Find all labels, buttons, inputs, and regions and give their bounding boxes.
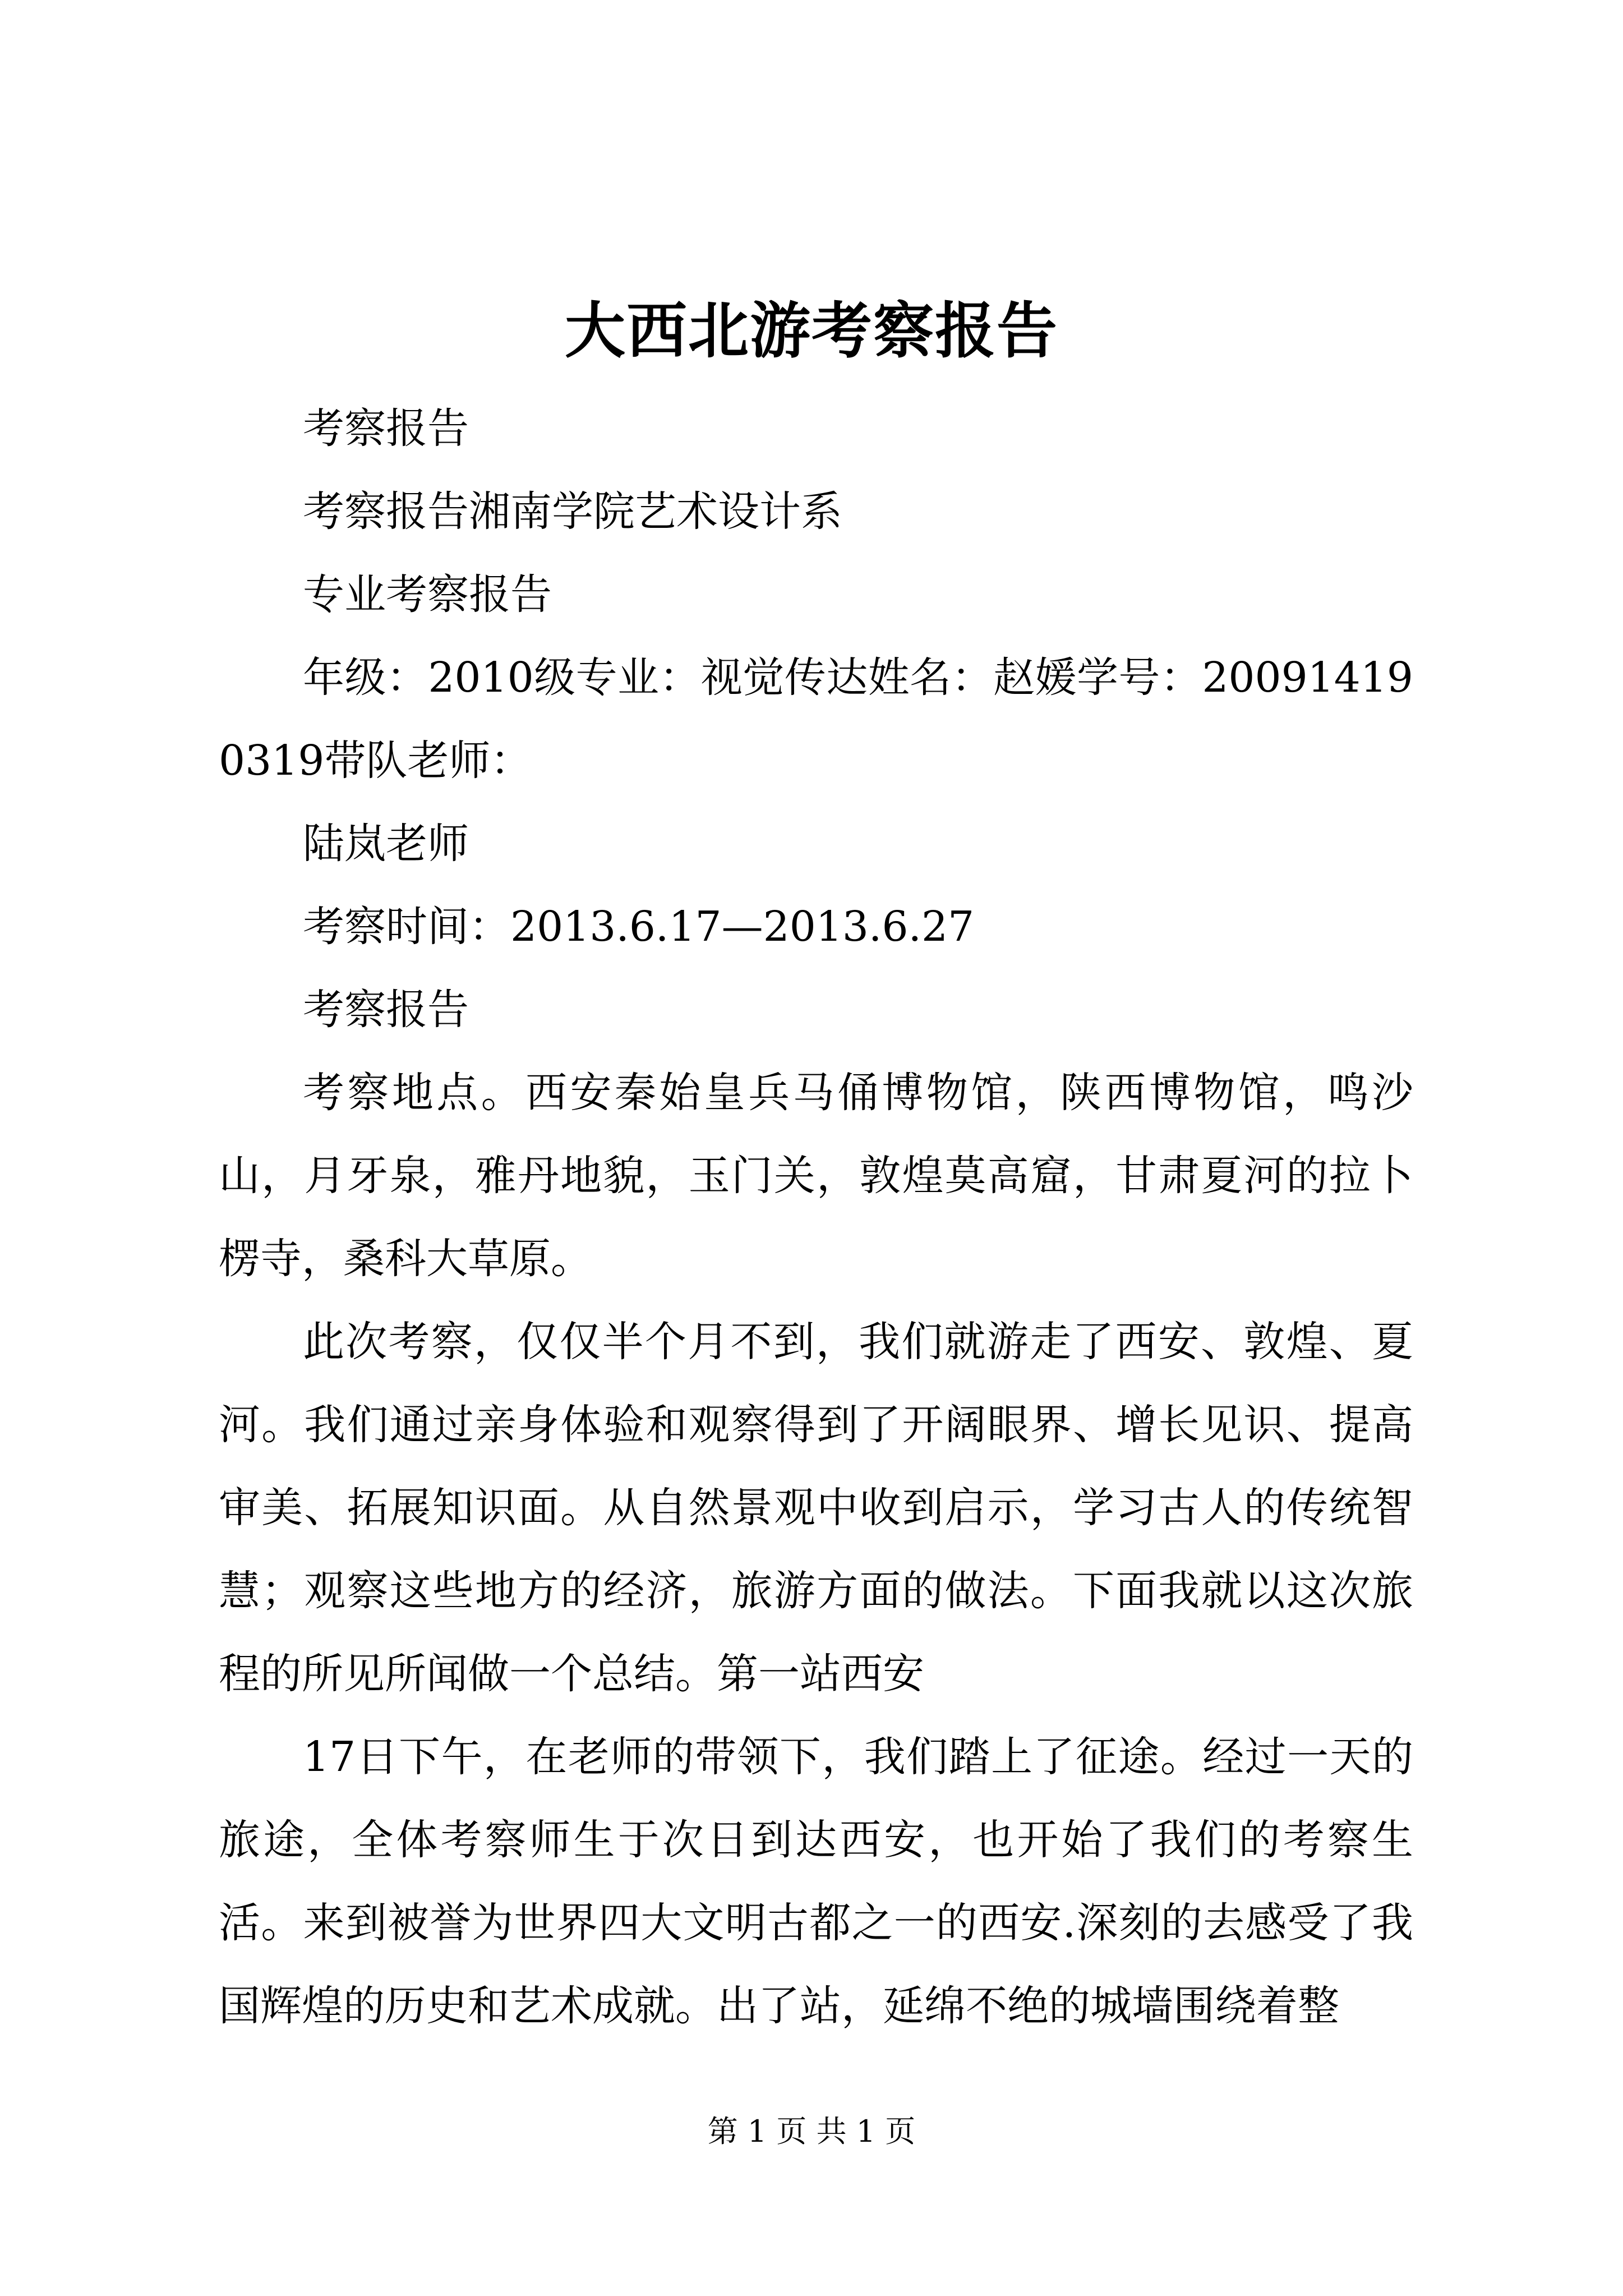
paragraph: 此次考察，仅仅半个月不到，我们就游走了西安、敦煌、夏河。我们通过亲身体验和观察得到了开阔眼界、增长见识、提高审美、拓展知识面。从自然景观中收到启示，学习古人的传统智慧；观察这些地方的经济，旅游方面的做法。下面我就以这次旅程的所见所闻做一个总结。第一站西安 [219, 1318, 1413, 1698]
paragraph: 考察时间：2013.6.17—2013.6.27 [303, 903, 975, 951]
paragraph: 专业考察报告 [303, 570, 552, 619]
paragraph: 考察地点。西安秦始皇兵马俑博物馆，陕西博物馆，鸣沙山，月牙泉，雅丹地貌，玉门关，敦煌莫高窟，甘肃夏河的拉卜楞寺，桑科大草原。 [219, 1069, 1413, 1283]
paragraph: 17日下午，在老师的带领下，我们踏上了征途。经过一天的旅途，全体考察师生于次日到达西安，也开始了我们的考察生活。来到被誉为世界四大文明古都之一的西安.深刻的去感受了我国辉煌的历史和艺术成就。出了站，延绵不绝的城墙围绕着整 [219, 1733, 1413, 2030]
document-title: 大西北游考察报告 [564, 296, 1058, 366]
paragraph: 考察报告 [303, 404, 469, 453]
paragraph: 年级：2010级专业：视觉传达姓名：赵媛学号：200914190319带队老师： [219, 654, 1413, 785]
page-footer: 第 1 页 共 1 页 [707, 2114, 916, 2149]
paragraph: 考察报告 [303, 986, 469, 1034]
paragraph: 考察报告湘南学院艺术设计系 [303, 487, 842, 536]
document-body [219, 387, 1413, 2047]
paragraph: 陆岚老师 [303, 820, 469, 868]
